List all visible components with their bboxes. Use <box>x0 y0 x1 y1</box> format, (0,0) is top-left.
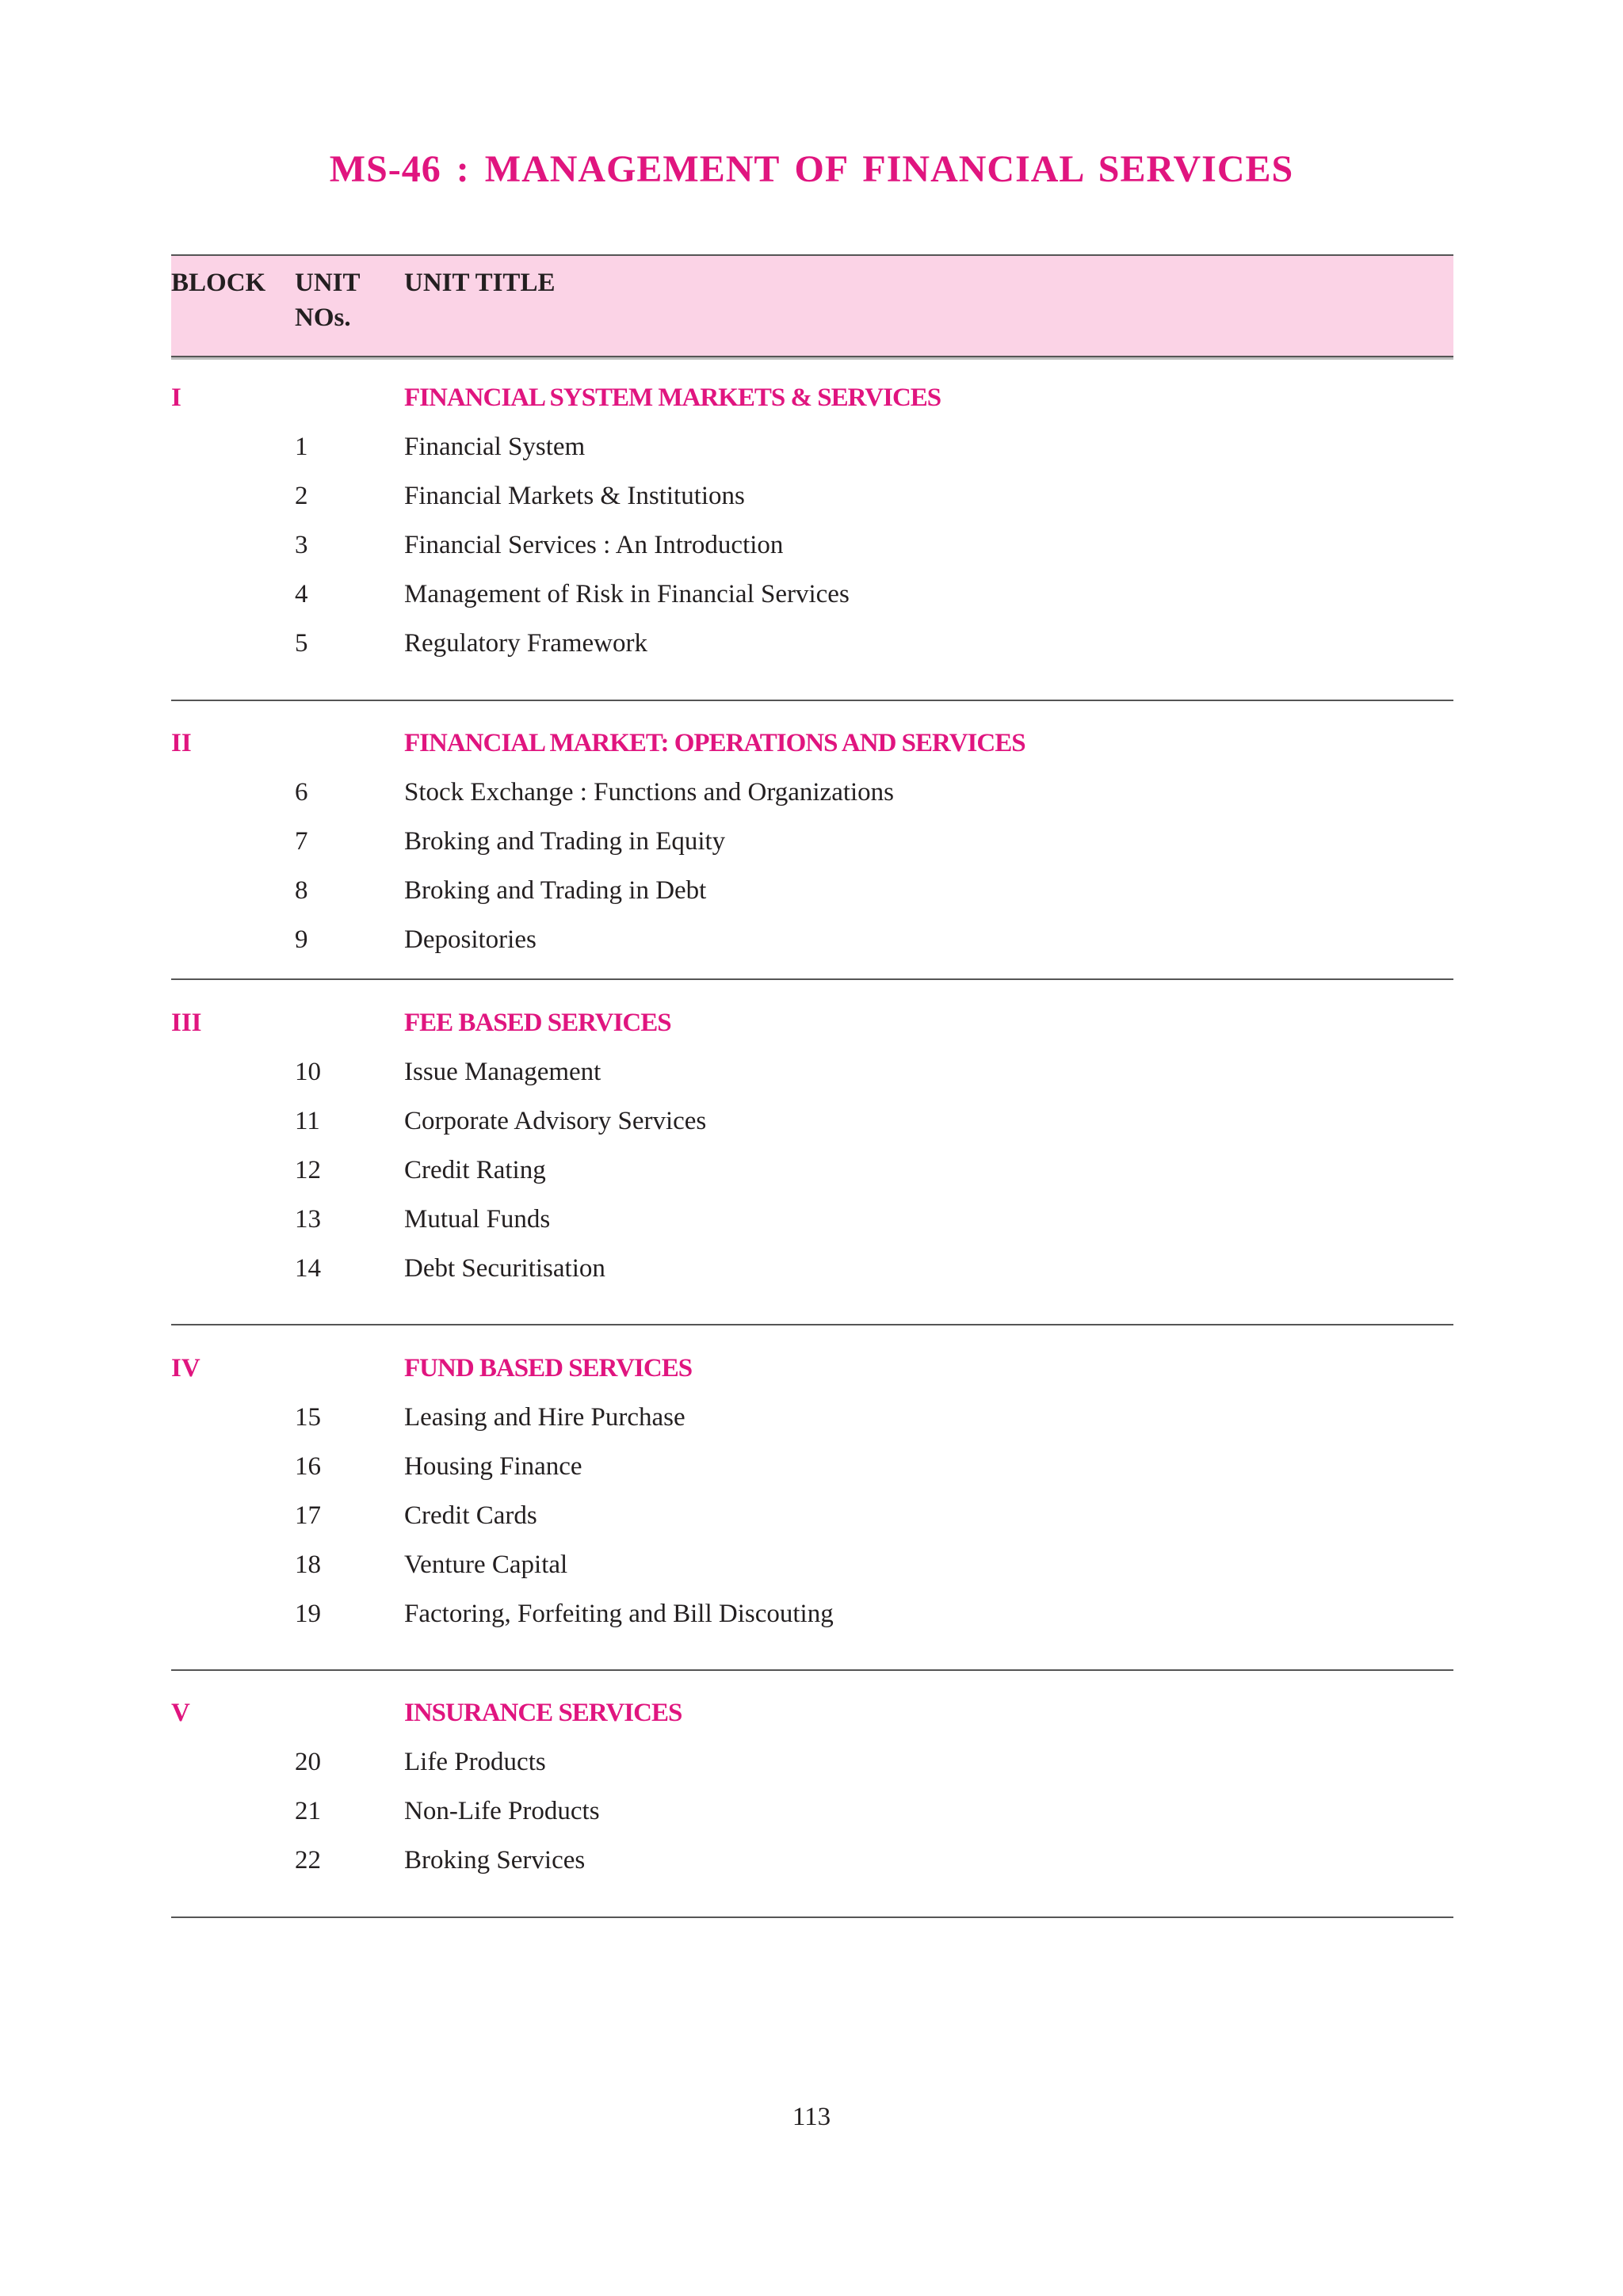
list-item <box>171 1202 1453 1251</box>
unit-number: 18 <box>295 1550 321 1579</box>
header-unit-line2: NOs. <box>295 303 351 332</box>
list-item <box>171 1547 1453 1596</box>
unit-number: 2 <box>295 482 308 510</box>
unit-title: Non-Life Products <box>404 1797 600 1825</box>
header-unit-nos <box>295 265 361 335</box>
list-item <box>171 479 1453 528</box>
list-item <box>171 1400 1453 1449</box>
unit-number: 17 <box>295 1501 321 1530</box>
unit-number: 12 <box>295 1156 321 1184</box>
list-item <box>171 1153 1453 1202</box>
unit-number: 16 <box>295 1452 321 1481</box>
block-id: I <box>171 383 181 412</box>
unit-title: Financial Markets & Institutions <box>404 482 745 510</box>
unit-title: Management of Risk in Financial Services <box>404 580 850 608</box>
unit-title: Broking Services <box>404 1846 586 1875</box>
page-title: MS-46 : MANAGEMENT OF FINANCIAL SERVICES <box>329 148 1294 190</box>
unit-number: 13 <box>295 1205 321 1234</box>
list-item <box>171 1498 1453 1547</box>
list-item <box>171 528 1453 577</box>
table-header <box>171 254 1453 357</box>
unit-title: Venture Capital <box>404 1550 568 1579</box>
unit-number: 22 <box>295 1846 321 1875</box>
list-item <box>171 873 1453 922</box>
list-item <box>171 626 1453 675</box>
unit-number: 4 <box>295 580 308 608</box>
unit-number: 9 <box>295 925 308 954</box>
unit-title: Issue Management <box>404 1058 601 1086</box>
block-title: FINANCIAL SYSTEM MARKETS & SERVICES <box>404 383 941 412</box>
header-block: BLOCK <box>171 269 266 297</box>
list-item <box>171 1055 1453 1104</box>
unit-number: 19 <box>295 1600 321 1628</box>
block-id: III <box>171 1009 202 1037</box>
list-item <box>171 1104 1453 1153</box>
unit-number: 8 <box>295 876 308 905</box>
list-item <box>171 1449 1453 1498</box>
unit-title: Mutual Funds <box>404 1205 551 1234</box>
list-item <box>171 775 1453 824</box>
block-title: FINANCIAL MARKET: OPERATIONS AND SERVICES <box>404 729 1025 757</box>
unit-number: 21 <box>295 1797 321 1825</box>
unit-title: Regulatory Framework <box>404 629 648 658</box>
unit-title: Broking and Trading in Debt <box>404 876 707 905</box>
unit-title: Corporate Advisory Services <box>404 1107 707 1135</box>
list-item <box>171 1843 1453 1892</box>
block-divider <box>171 1669 1453 1671</box>
block-id: V <box>171 1699 190 1727</box>
unit-number: 1 <box>295 433 308 461</box>
list-item <box>171 1596 1453 1646</box>
unit-title: Housing Finance <box>404 1452 582 1481</box>
unit-title: Broking and Trading in Equity <box>404 827 726 856</box>
unit-number: 14 <box>295 1254 321 1283</box>
list-item <box>171 1745 1453 1794</box>
list-item <box>171 824 1453 873</box>
unit-number: 7 <box>295 827 308 856</box>
block-id: II <box>171 729 192 757</box>
unit-title: Debt Securitisation <box>404 1254 605 1283</box>
block-title: INSURANCE SERVICES <box>404 1699 682 1727</box>
block-divider <box>171 700 1453 701</box>
unit-number: 5 <box>295 629 308 658</box>
list-item <box>171 1251 1453 1300</box>
unit-title: Leasing and Hire Purchase <box>404 1403 685 1432</box>
unit-title: Life Products <box>404 1748 546 1776</box>
unit-number: 10 <box>295 1058 321 1086</box>
page-number: 113 <box>792 2103 831 2131</box>
unit-number: 6 <box>295 778 308 807</box>
block-divider <box>171 1324 1453 1325</box>
block-id: IV <box>171 1354 200 1383</box>
list-item <box>171 577 1453 626</box>
list-item <box>171 922 1453 971</box>
block-title: FUND BASED SERVICES <box>404 1354 693 1383</box>
unit-number: 20 <box>295 1748 321 1776</box>
unit-title: Financial System <box>404 433 586 461</box>
list-item <box>171 1794 1453 1843</box>
block-divider <box>171 1917 1453 1918</box>
block-title: FEE BASED SERVICES <box>404 1009 671 1037</box>
unit-title: Credit Cards <box>404 1501 537 1530</box>
unit-title: Depositories <box>404 925 537 954</box>
header-unit-line1: UNIT <box>295 269 361 297</box>
header-unit-title: UNIT TITLE <box>404 269 556 297</box>
unit-title: Stock Exchange : Functions and Organizations <box>404 778 895 807</box>
block-divider <box>171 978 1453 980</box>
header-divider <box>171 357 1453 360</box>
unit-title: Factoring, Forfeiting and Bill Discouting <box>404 1600 834 1628</box>
list-item <box>171 429 1453 479</box>
unit-title: Credit Rating <box>404 1156 546 1184</box>
unit-number: 15 <box>295 1403 321 1432</box>
unit-number: 3 <box>295 531 308 559</box>
unit-number: 11 <box>295 1107 320 1135</box>
unit-title: Financial Services : An Introduction <box>404 531 784 559</box>
